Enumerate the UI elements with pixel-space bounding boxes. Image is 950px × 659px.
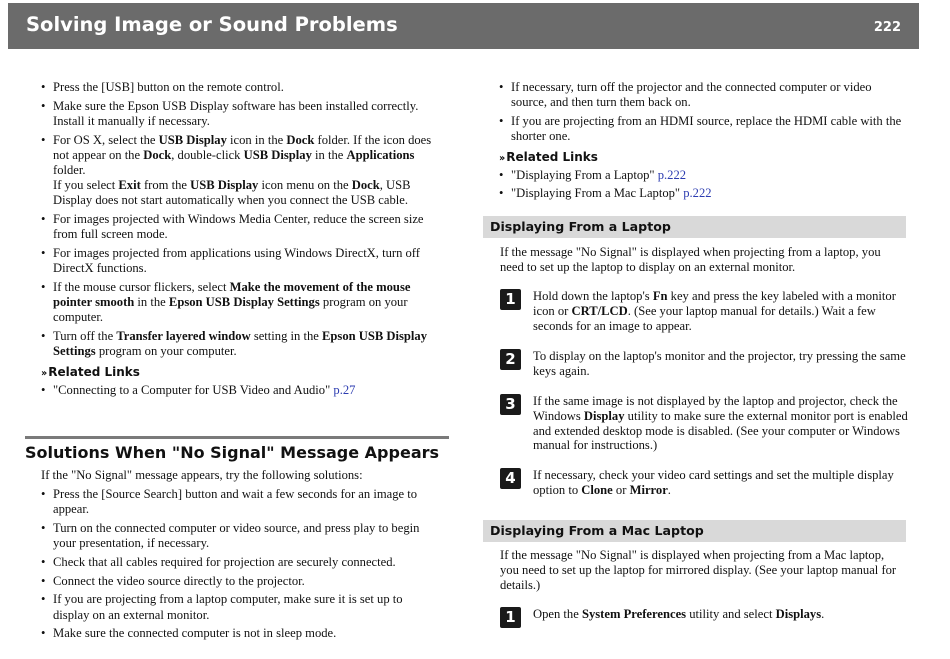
bold-term: Display: [583, 408, 625, 423]
bullet-item: [41, 246, 441, 276]
bold-term: USB Display: [190, 178, 259, 193]
related-links-list: [41, 383, 441, 398]
page-link[interactable]: p.222: [683, 186, 712, 201]
text-run: If necessary, turn off the projector and the connected computer or video source, and then turn them back on.: [511, 80, 872, 110]
link-title: "Displaying From a Laptop": [511, 167, 658, 182]
text-run: If the same image is not displayed by the laptop and projector, check the Windows: [533, 394, 898, 423]
text-run: program on your computer.: [53, 295, 408, 325]
text-run: Check that all cables required for projection are securely connected.: [53, 555, 396, 570]
more-solutions-list: [499, 80, 909, 144]
subsection-heading-mac: Displaying From a Mac Laptop: [483, 520, 906, 542]
text-run: folder.: [53, 163, 86, 178]
bold-term: Mirror: [629, 482, 668, 497]
bold-term: Fn: [652, 289, 668, 303]
text-run: If necessary, check your video card settings and set the multiple display option to: [533, 468, 894, 497]
subsection-heading-laptop: Displaying From a Laptop: [483, 216, 906, 238]
bullet-item: [499, 80, 909, 110]
text-run: .: [667, 482, 671, 497]
bold-term: Applications: [346, 147, 415, 162]
text-run: . (See your laptop manual for details.) Wait a few seconds for an image to appear.: [533, 303, 876, 333]
text-run: utility and select: [686, 607, 776, 621]
laptop-step-2: [500, 349, 910, 379]
double-chevron-icon: ››: [41, 368, 46, 380]
text-run: If you are projecting from a laptop computer, make sure it is set up to display on an external monitor.: [53, 592, 403, 622]
bold-term: USB Display: [158, 132, 227, 147]
bullet-item: [41, 329, 441, 359]
bullet-item: [41, 99, 441, 129]
section-heading: Solutions When "No Signal" Message Appears: [25, 436, 449, 462]
related-link-item: [499, 186, 909, 201]
text-run: icon in the: [226, 132, 287, 147]
bold-term: Exit: [118, 178, 141, 193]
bullet-item: [41, 80, 441, 95]
step-number-badge: 3: [500, 394, 521, 415]
step-text: [533, 607, 910, 622]
step-number-badge: 1: [500, 289, 521, 310]
bullet-item: [41, 626, 441, 641]
text-run: If you select: [53, 178, 119, 193]
right-column-top: [499, 80, 909, 205]
step-text: [533, 349, 910, 379]
bold-term: System Preferences: [581, 607, 687, 621]
step-number-badge: 1: [500, 607, 521, 628]
bold-term: CRT/LCD: [571, 303, 628, 318]
double-chevron-icon: ››: [499, 153, 504, 165]
bold-term: Dock: [143, 147, 172, 162]
laptop-intro: If the message "No Signal" is displayed when projecting from a laptop, you need to set up the laptop to display on an external monitor.: [500, 245, 881, 275]
text-run: utility to make sure the external monitor port is enabled and extended desktop mode is disabled. (See your computer or Windows manual for instructions.): [533, 408, 908, 453]
bullet-item: [41, 212, 441, 242]
text-run: For OS X, select the: [53, 132, 159, 147]
page-title: Solving Image or Sound Problems: [26, 13, 398, 36]
laptop-step-3: [500, 394, 910, 453]
text-run: program on your computer.: [95, 344, 237, 359]
mac-intro: If the message "No Signal" is displayed when projecting from a Mac laptop, you need to set up the laptop for mirrored display. (See your laptop manual for details.): [500, 548, 897, 593]
text-run: folder. If the icon does not appear on the: [53, 132, 432, 162]
bold-term: Transfer layered window: [116, 329, 251, 344]
bold-term: Dock: [286, 132, 315, 147]
text-run: setting in the: [250, 329, 323, 344]
text-run: To display on the laptop's monitor and the projector, try pressing the same keys again.: [533, 349, 906, 378]
step-text: [533, 394, 910, 453]
text-run: icon menu on the: [258, 178, 352, 193]
text-run: Hold down the laptop's: [533, 289, 653, 303]
text-run: , double-click: [171, 147, 244, 162]
bold-term: Dock: [351, 178, 380, 193]
step-number-badge: 4: [500, 468, 521, 489]
laptop-step-4: [500, 468, 910, 498]
text-run: If the mouse cursor flickers, select: [53, 279, 230, 294]
text-run: .: [821, 607, 825, 621]
bullet-item: [41, 133, 441, 209]
text-run: Make sure the Epson USB Display software has been installed correctly. Install it manually if necessary.: [53, 98, 419, 128]
bold-term: Epson USB Display Settings: [168, 295, 320, 310]
related-link-item: [41, 383, 441, 398]
text-run: key and press the key labeled with a monitor icon or: [533, 289, 896, 318]
page-header: [8, 3, 919, 49]
link-title: "Connecting to a Computer for USB Video and Audio": [53, 382, 334, 397]
related-links-list-right: [499, 168, 909, 202]
no-signal-column: [41, 468, 441, 645]
text-run: from the: [140, 178, 191, 193]
bullet-item: [41, 555, 441, 570]
no-signal-solutions-list: [41, 487, 441, 641]
step-text: [533, 468, 910, 498]
bold-term: Clone: [581, 482, 613, 497]
step-text: [533, 289, 910, 333]
bullet-item: [41, 521, 441, 551]
text-run: Open the: [533, 607, 582, 621]
text-run: or: [612, 482, 630, 497]
text-run: If you are projecting from an HDMI source, replace the HDMI cable with the shorter one.: [511, 113, 902, 144]
left-column: [41, 80, 441, 401]
bold-term: Make the movement of the mouse pointer smooth: [53, 279, 411, 310]
usb-tips-list: [41, 80, 441, 359]
step-number-badge: 2: [500, 349, 521, 370]
text-run: , USB Display does not start automatically when you connect the USB cable.: [53, 178, 411, 208]
bullet-item: [41, 280, 441, 326]
text-run: Press the [USB] button on the remote control.: [53, 80, 284, 94]
text-run: in the: [134, 295, 169, 310]
bullet-item: [41, 592, 441, 622]
link-title: "Displaying From a Mac Laptop": [511, 186, 684, 201]
text-run: Connect the video source directly to the projector.: [53, 573, 305, 588]
bold-term: USB Display: [243, 147, 312, 162]
related-link-item: [499, 168, 909, 183]
mac-step-1: [500, 607, 910, 626]
text-run: in the: [311, 147, 347, 162]
text-run: Make sure the connected computer is not in sleep mode.: [53, 626, 337, 641]
bullet-item: [41, 487, 441, 517]
text-run: For images projected from applications using Windows DirectX, turn off DirectX functions.: [53, 246, 420, 276]
page-link[interactable]: p.222: [657, 167, 687, 182]
text-run: Turn on the connected computer or video source, and press play to begin your presentation, if necessary.: [53, 521, 420, 551]
bold-term: Epson USB Display Settings: [53, 329, 428, 359]
bold-term: Displays: [775, 607, 822, 621]
laptop-step-1: [500, 289, 910, 333]
section-intro: If the "No Signal" message appears, try the following solutions:: [41, 468, 363, 482]
bullet-item: [499, 114, 909, 144]
page-number: 222: [873, 20, 901, 35]
text-run: For images projected with Windows Media Center, reduce the screen size from full screen mode.: [53, 212, 424, 242]
related-links-heading: ›› Related Links: [41, 365, 140, 380]
page-link[interactable]: p.27: [333, 382, 356, 397]
text-run: Turn off the: [53, 329, 117, 344]
bullet-item: [41, 574, 441, 589]
related-links-heading-right: ›› Related Links: [499, 150, 598, 165]
text-run: Press the [Source Search] button and wait a few seconds for an image to appear.: [53, 487, 418, 517]
